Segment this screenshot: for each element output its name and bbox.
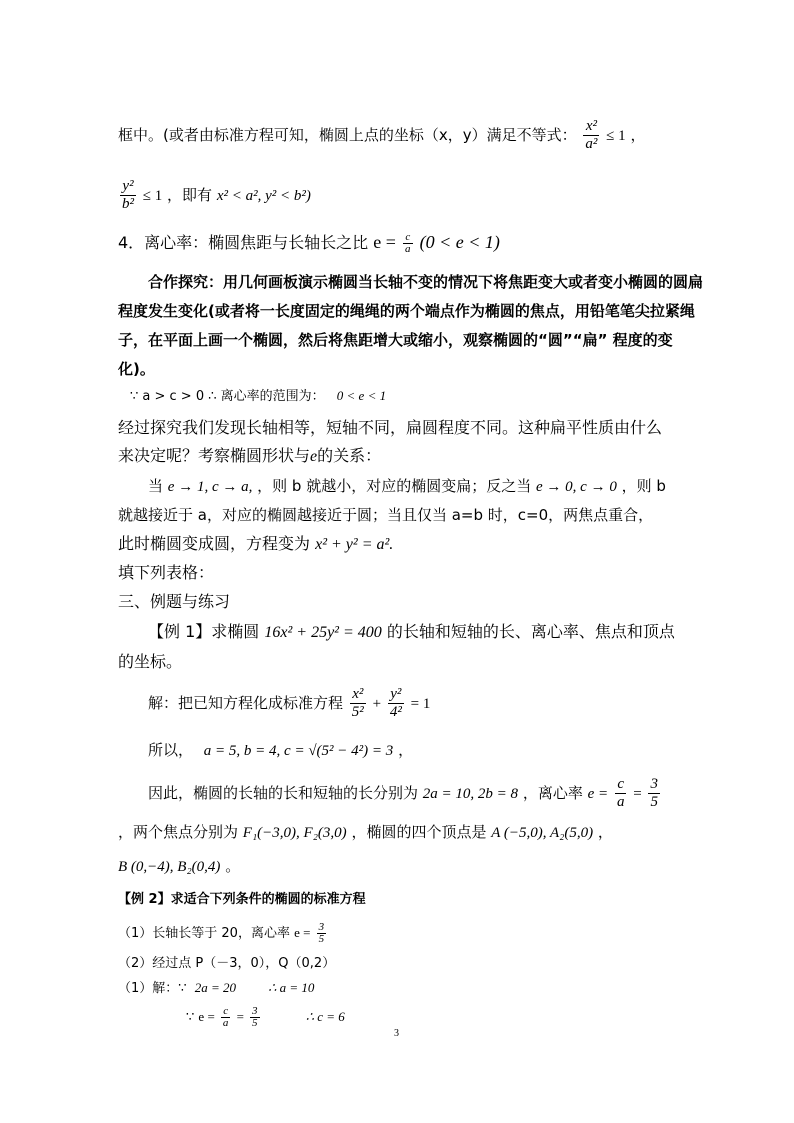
para-line-8: 当 e → 1, c → a, ，则 b 就越小，对应的椭圆变扁；反之当 e → 0, c → 0 ，则 b	[148, 477, 666, 495]
solution-line-2: 所以， a = 5, b = 4, c = √(5² − 4²) = 3 ，	[148, 741, 414, 759]
condition-solution-2: ∵ e = $\frac{c}{a}$ = $\frac{3}{5}$ ∴ c = 6	[186, 1005, 345, 1029]
page-number: 3	[394, 1028, 399, 1039]
fraction-c-a-2: $\frac{c}{a}$	[616, 776, 625, 810]
condition-2: （2）经过点 P（－3，0），Q（0,2）	[118, 956, 336, 971]
solution-line-1: 解：把已知方程化成标准方程 $\frac{\text{x²}}{\text{5²}}$ + $\frac{\text{y²}}{\text{4²}}$ = 1	[148, 686, 431, 720]
para-line-7: 来决定呢？考察椭圆形状与e的关系：	[118, 446, 382, 465]
example-1-line-1: 【例 1】求椭圆 16x² + 25y² = 400 的长轴和短轴的长、离心率、焦点和顶点	[148, 622, 675, 641]
fraction-3-5-small-2: $\frac{3}{5}$	[252, 1005, 258, 1029]
section-heading: 三、例题与练习	[118, 592, 231, 611]
line-1: 框中。(或者由标准方程可知，椭圆上点的坐标（x，y）满足不等式： $\frac{\text{x²}}{\text{a²}}$ ≤ 1 ，	[118, 118, 646, 152]
fraction-3-5-small: $\frac{3}{5}$	[318, 921, 325, 945]
example-1-line-2: 的坐标。	[118, 652, 183, 671]
solution-line-3: 因此，椭圆的长轴的长和短轴的长分别为 2a = 10, 2b = 8 ，离心率 e = $\frac{c}{a}$ = $\frac{3}{5}$	[148, 776, 658, 810]
para-line-11: 填下列表格：	[118, 563, 215, 582]
inquiry-line-4: 化)。	[118, 360, 155, 378]
condition-solution-1: （1）解：∵ 2a = 20 ∴ a = 10	[118, 980, 315, 996]
para-line-9: 就越接近于 a，对应的椭圆越接近于圆；当且仅当 a=b 时，c=0，两焦点重合，	[118, 506, 654, 524]
line-2: $\frac{\text{y²}}{\text{b²}}$ ≤ 1 ，即有 x² < a², y² < b²)	[122, 178, 311, 212]
fraction-x2-52: $\frac{\text{x²}}{\text{5²}}$	[351, 686, 364, 720]
text: 框中。(或者由标准方程可知，椭圆上点的坐标（x，y）满足不等式：	[118, 126, 577, 144]
inquiry-line-3: 子，在平面上画一个椭圆，然后将焦距增大或缩小，观察椭圆的“圆”“扁” 程度的变	[118, 331, 673, 349]
fraction-x2-a2: $\frac{\text{x²}}{\text{a²}}$	[585, 118, 598, 152]
inquiry-line-2: 程度发生变化(或者将一长度固定的绳绳的两个端点作为椭圆的焦点，用铅笔笔尖拉紧绳	[118, 302, 695, 320]
solution-line-4: ，两个焦点分别为 F₁(−3,0), F₂(3,0) ，椭圆的四个顶点是 A (−5,0), A₂(5,0) ，	[118, 823, 613, 841]
fraction-y2-b2: $\frac{\text{y²}}{\text{b²}}$	[122, 178, 134, 212]
solution-line-5: B (0,−4), B₂(0,4) 。	[118, 857, 241, 875]
inquiry-line-1: 合作探究：用几何画板演示椭圆当长轴不变的情况下将焦距变大或者变小椭圆的圆扁	[148, 273, 704, 291]
para-line-6: 经过探究我们发现长轴相等，短轴不同，扁圆程度不同。这种扁平性质由什么	[118, 418, 663, 437]
eccentricity-range: ∵ a > c > 0 ∴ 离心率的范围为： 0 < e < 1	[130, 388, 387, 404]
fraction-c-a-small: $\frac{c}{a}$	[222, 1005, 229, 1029]
example-2-heading: 【例 2】求适合下列条件的椭圆的标准方程	[118, 892, 366, 907]
line-3: 4．离心率：椭圆焦距与长轴长之比 e = $\frac{c}{a}$ (0 < e < 1)	[118, 231, 500, 255]
fraction-c-a: $\frac{c}{a}$	[405, 231, 411, 255]
fraction-y2-42: $\frac{\text{y²}}{\text{4²}}$	[389, 686, 402, 720]
condition-1: （1）长轴长等于 20，离心率 e = $\frac{3}{5}$	[118, 921, 325, 945]
para-line-10: 此时椭圆变成圆，方程变为 x² + y² = a².	[118, 534, 394, 553]
fraction-3-5: $\frac{3}{5}$	[650, 776, 658, 810]
